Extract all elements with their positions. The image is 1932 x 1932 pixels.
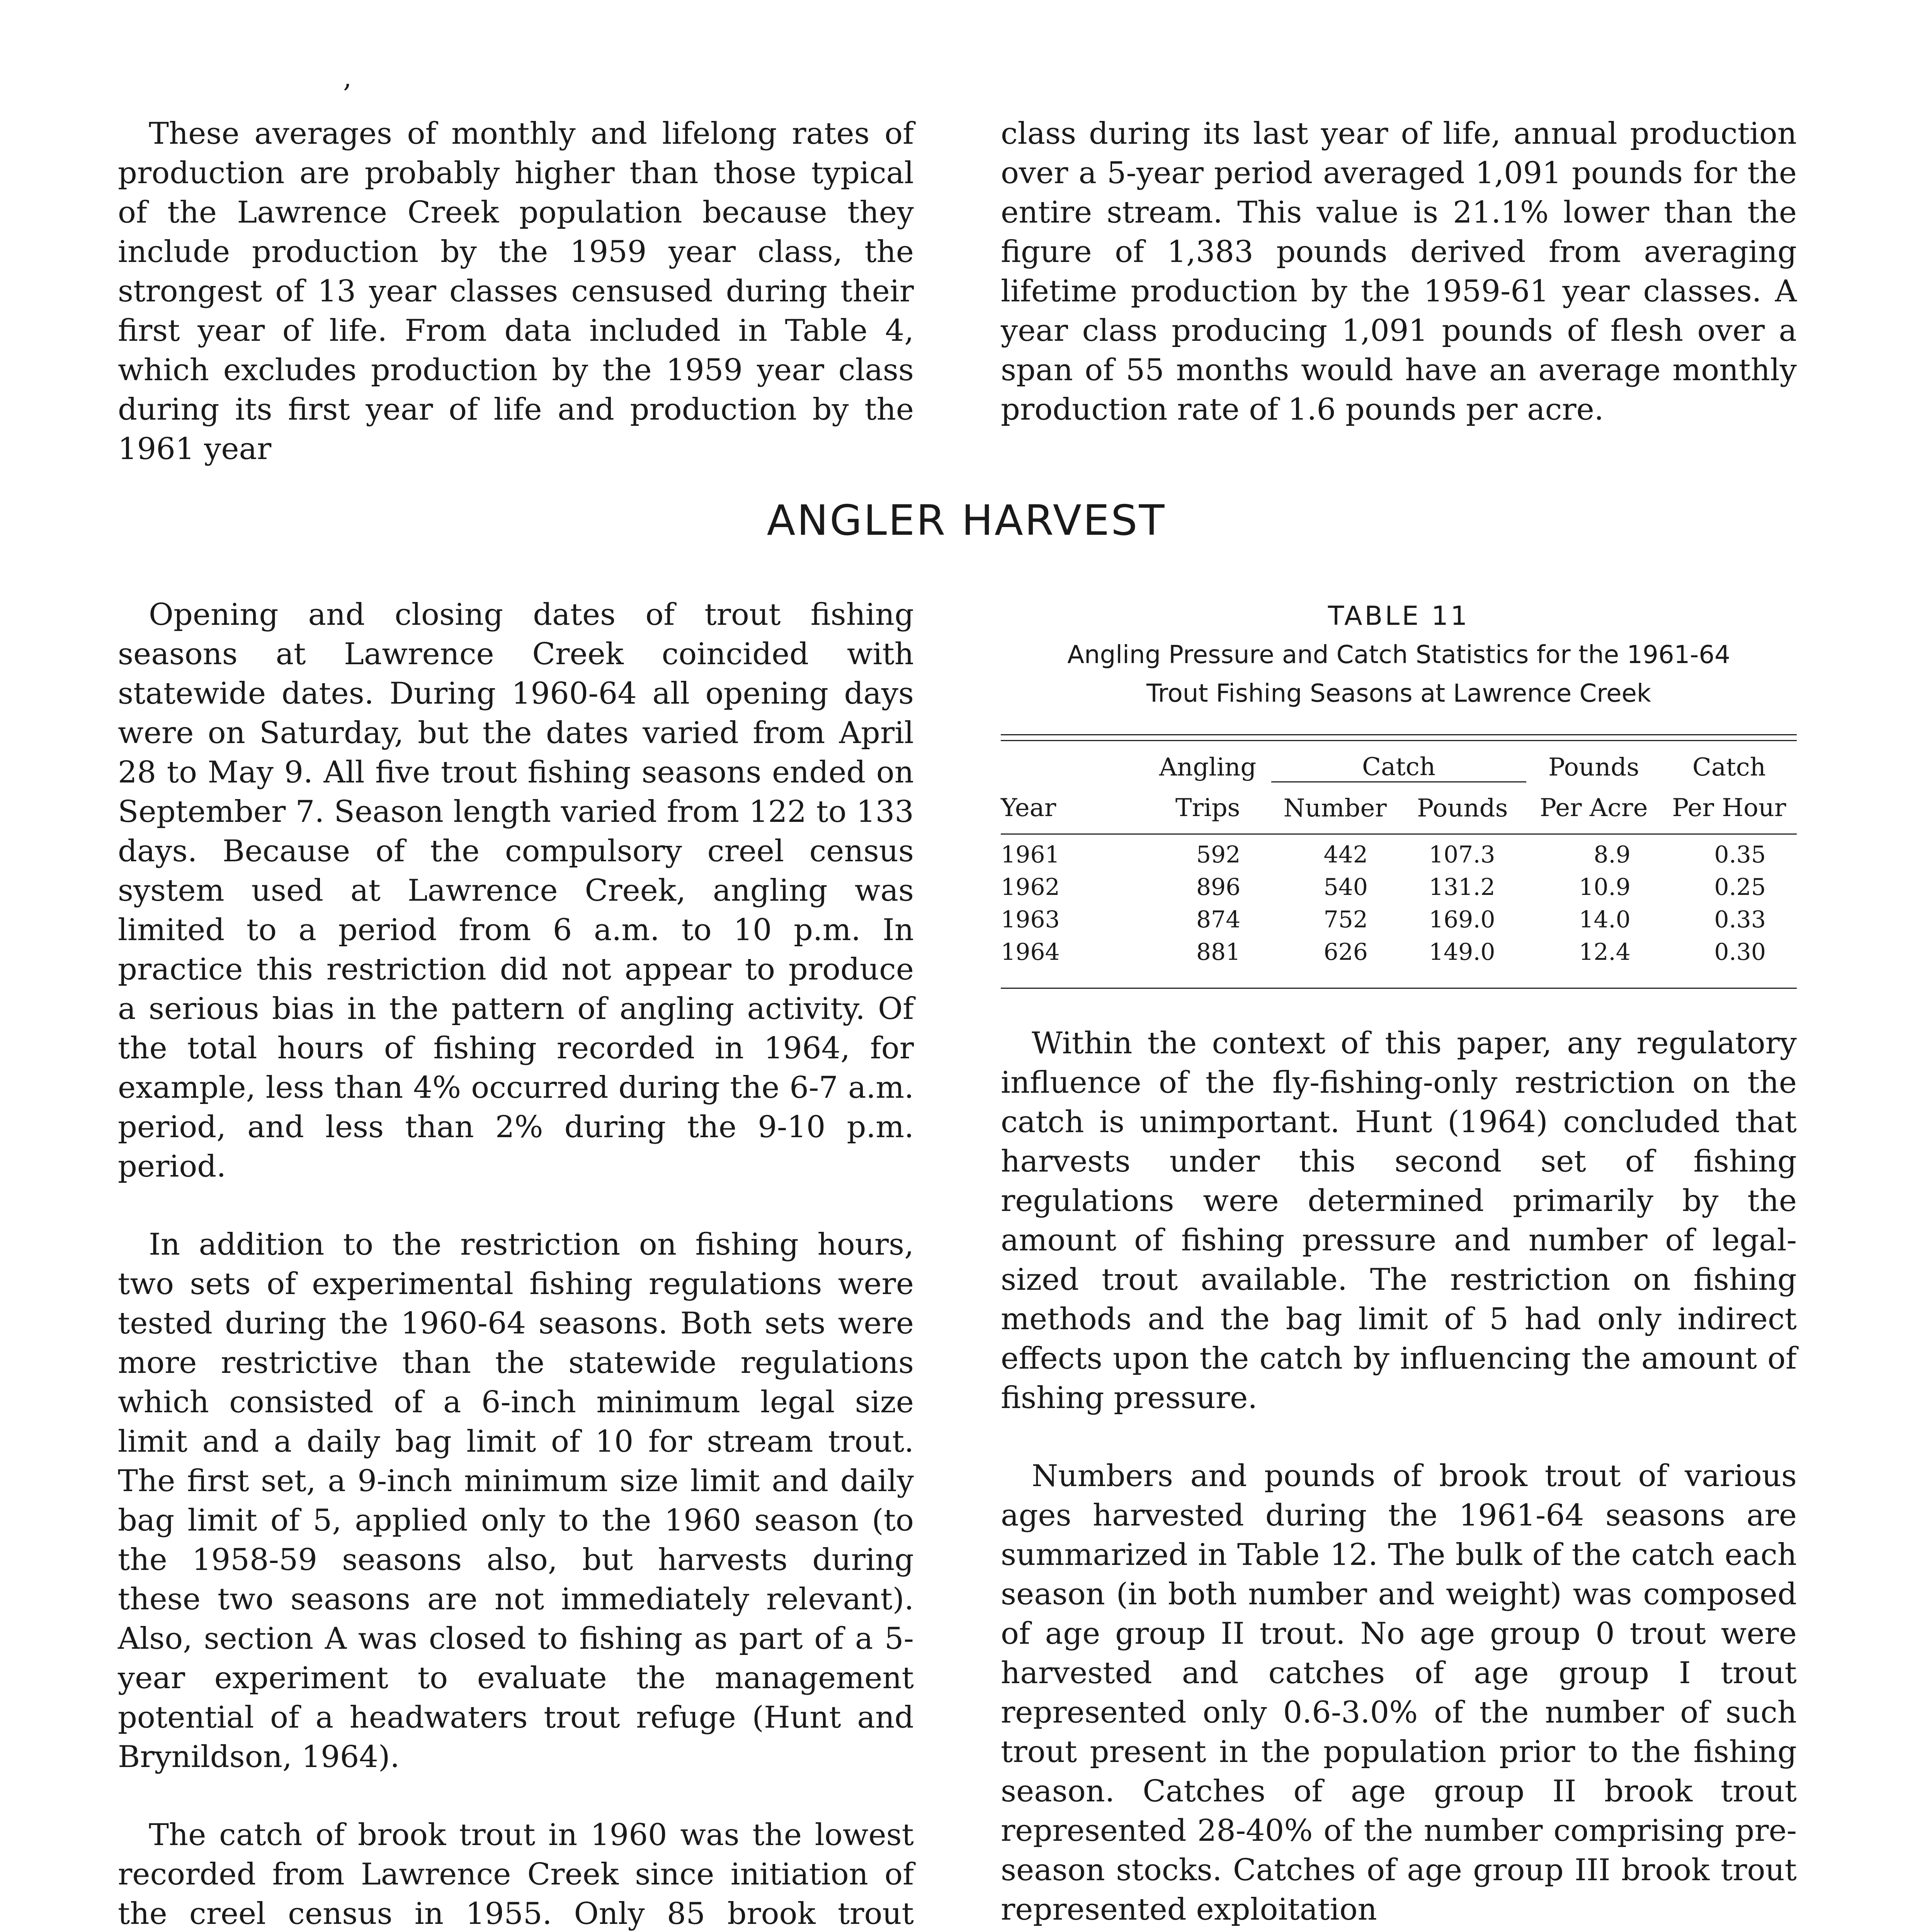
paragraph: These averages of monthly and lifelong rates of production are probably higher than those typical of the Lawrence Creek population because they include production by the 1959 year class, the strongest of 13 year classes censused during their first year of life. From data included in Table 4, which excludes production by the 1959 year class during its first year of life and production by the 1961 year [118, 116, 914, 466]
table-cell: 12.4 [1579, 939, 1631, 966]
table11-header: Angling [1159, 753, 1257, 782]
table-cell: 592 [1196, 841, 1241, 868]
table-cell: 0.25 [1714, 874, 1766, 901]
table-cell: 626 [1323, 939, 1368, 966]
table-cell: 442 [1323, 841, 1368, 868]
table-cell: 0.30 [1714, 939, 1766, 966]
paragraph: Numbers and pounds of brook trout of various ages harvested during the 1961-64 seasons are summarized in Table 12. The bulk of the catch each season (in both number and weight) was composed of age group II trout. No age group 0 trout were harvested and catches of age group I trout represented only 0.6-3.0% of the number of such trout present in the population prior to the fishing season. Catches of age group II brook trout represented 28-40% of the number comprising pre-season stocks. Catches of age group III brook trout represented exploitation [1001, 1459, 1797, 1927]
stray-mark: , [343, 62, 352, 94]
table-cell: 169.0 [1429, 906, 1495, 933]
paragraph: In addition to the restriction on fishing hours, two sets of experimental fishing regulations were tested during the 1960-64 seasons. Both sets were more restrictive than the statewide regulations which consisted of a 6-inch minimum legal size limit and a daily bag limit of 10 for stream trout. The first set, a 9-inch minimum size limit and daily bag limit of 5, applied only to the 1960 season (to the 1958-59 seasons also, but harvests during these two seasons are not immediately relevant). Also, section A was closed to fishing as part of a 5-year experiment to evaluate the management potential of a headwaters trout refuge (Hunt and Brynildson, 1964). [118, 1227, 914, 1774]
table-cell: 896 [1196, 874, 1241, 901]
paragraph: The catch of brook trout in 1960 was the lowest recorded from Lawrence Creek since initiation of the creel census in 1955. Only 85 brook trout [118, 1818, 914, 1931]
table-cell: 1964 [1001, 939, 1060, 966]
top-left-column [118, 114, 914, 469]
table-cell: 8.9 [1594, 841, 1631, 868]
table11-title-line1: Angling Pressure and Catch Statistics for the 1961-64 [1067, 641, 1730, 669]
table11-row [1001, 838, 1797, 871]
table11-header: Catch [1692, 753, 1766, 782]
table-cell: 874 [1196, 906, 1241, 933]
table-cell: 0.33 [1714, 906, 1766, 933]
table11-title-line2: Trout Fishing Seasons at Lawrence Creek [1146, 679, 1651, 708]
section-heading: ANGLER HARVEST [767, 497, 1166, 545]
table-cell: 10.9 [1579, 874, 1631, 901]
paragraph: Within the context of this paper, any regulatory influence of the fly-fishing-only restriction on the catch is unimportant. Hunt (1964) concluded that harvests under this second set of fishing regulations were determined primarily by the amount of fishing pressure and number of legal-sized trout available. The restriction on fishing methods and the bag limit of 5 had only indirect effects upon the catch by influencing the amount of fishing pressure. [1001, 1026, 1797, 1415]
table11-grid [1001, 741, 1797, 989]
table11-row [1001, 903, 1797, 936]
right-column [1001, 597, 1797, 1932]
table-cell: 107.3 [1429, 841, 1495, 868]
table11-header: Per Hour [1672, 794, 1786, 823]
table-cell: 1962 [1001, 874, 1060, 901]
left-column [118, 595, 914, 1932]
table11-header: Pounds [1548, 753, 1639, 782]
table11-header-row1 [1001, 741, 1797, 782]
table11-row [1001, 936, 1797, 968]
table-cell: 540 [1323, 874, 1368, 901]
table11-row [1001, 871, 1797, 903]
table11-header: Pounds [1417, 794, 1508, 823]
table-cell: 14.0 [1579, 906, 1631, 933]
table11-caption [1001, 597, 1797, 713]
table11-header: Trips [1175, 794, 1240, 823]
table11-header: Catch [1271, 741, 1526, 782]
table-cell: 752 [1323, 906, 1368, 933]
table-cell: 149.0 [1429, 939, 1495, 966]
table11-header-row2 [1001, 782, 1797, 834]
table11-header: Year [1001, 794, 1056, 823]
paragraph: Opening and closing dates of trout fishing seasons at Lawrence Creek coincided with statewide dates. During 1960-64 all opening days were on Saturday, but the dates varied from April 28 to May 9. All five trout fishing seasons ended on September 7. Season length varied from 122 to 133 days. Because of the compulsory creel census system used at Lawrence Creek, angling was limited to a period from 6 a.m. to 10 p.m. In practice this restriction did not appear to produce a serious bias in the pattern of angling activity. Of the total hours of fishing recorded in 1964, for example, less than 4% occurred during the 6-7 a.m. period, and less than 2% during the 9-10 p.m. period. [118, 597, 914, 1184]
table-cell: 131.2 [1429, 874, 1495, 901]
table-cell: 1963 [1001, 906, 1060, 933]
table11-header: Per Acre [1539, 794, 1648, 823]
table11-label: TABLE 11 [1328, 601, 1470, 631]
table-cell: 881 [1196, 939, 1241, 966]
table-cell: 0.35 [1714, 841, 1766, 868]
table11 [1001, 734, 1797, 989]
top-right-column [1001, 114, 1797, 429]
paragraph: class during its last year of life, annual production over a 5-year period averaged 1,091 pounds for the entire stream. This value is 21.1% lower than the figure of 1,383 pounds derived from averaging lifetime production by the 1959-61 year classes. A year class producing 1,091 pounds of flesh over a span of 55 months would have an average monthly production rate of 1.6 pounds per acre. [1001, 116, 1797, 427]
table11-header: Number [1283, 794, 1387, 823]
table-cell: 1961 [1001, 841, 1060, 868]
